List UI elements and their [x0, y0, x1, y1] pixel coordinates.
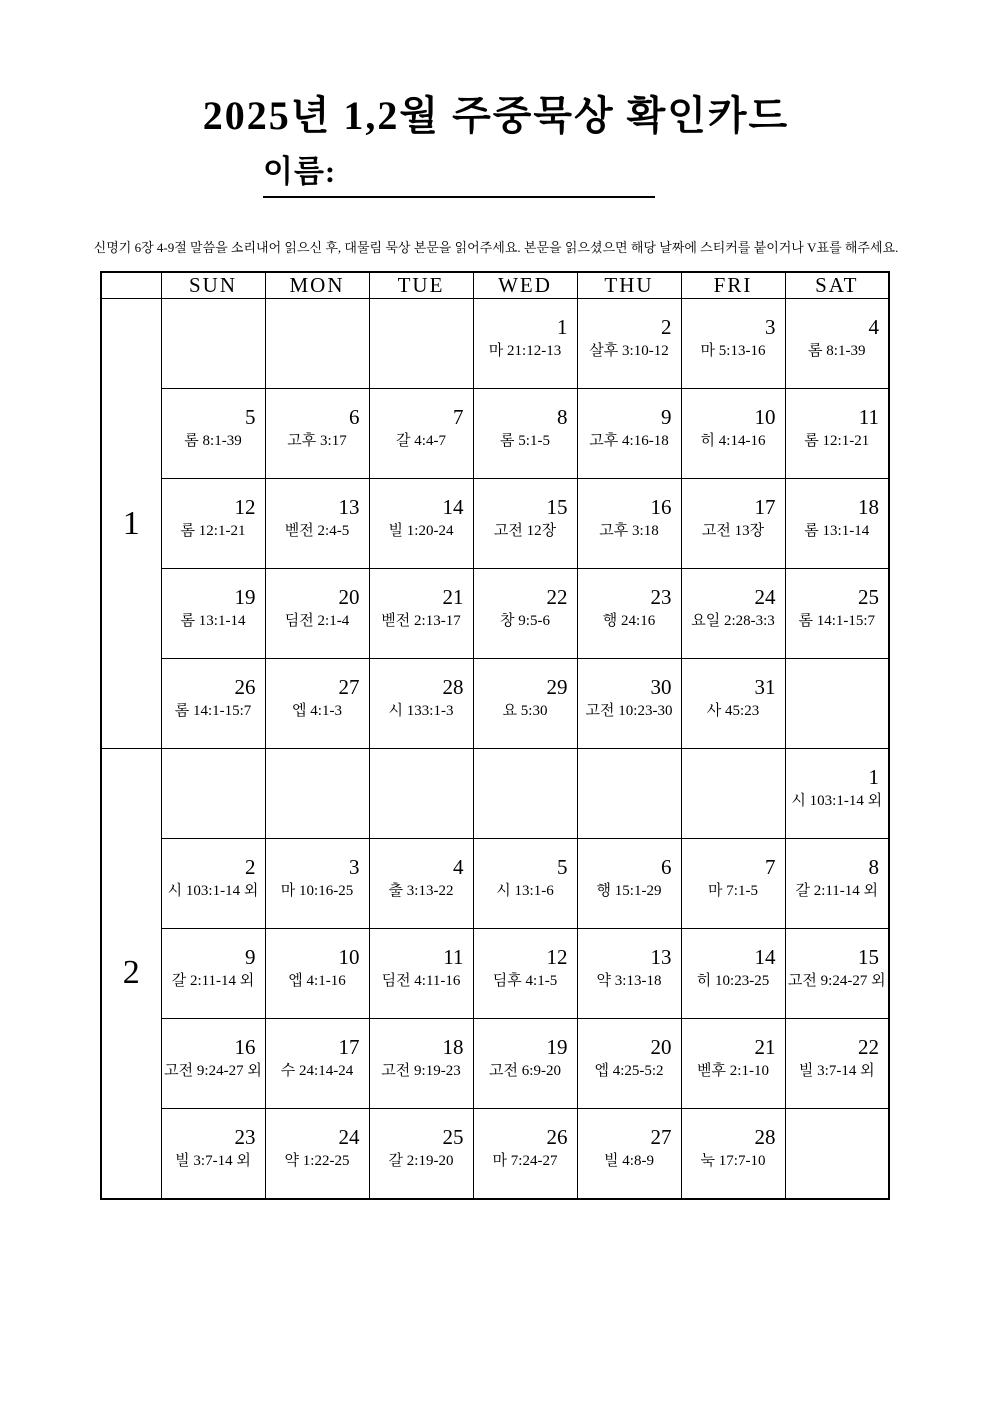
verse-text: 행 15:1-29 — [596, 883, 662, 899]
verse-text: 고전 9:19-23 — [381, 1063, 461, 1079]
cell-month2-day20 — [577, 1019, 681, 1109]
verse-text: 벧전 2:4-5 — [284, 523, 350, 539]
cell-month1-day25 — [785, 569, 889, 659]
day-number: 14 — [442, 495, 464, 519]
empty-cell — [265, 299, 369, 389]
day-number: 30 — [650, 675, 672, 699]
verse-text: 롬 12:1-21 — [804, 433, 870, 449]
cell-month1-day3 — [681, 299, 785, 389]
cell-month1-day29 — [473, 659, 577, 749]
day-number: 15 — [858, 945, 879, 969]
verse-text: 빌 3:7-14 외 — [798, 1063, 875, 1079]
cell-month2-day12 — [473, 929, 577, 1019]
verse-text: 마 5:13-16 — [700, 343, 766, 359]
day-number: 26 — [546, 1125, 568, 1149]
cell-month1-day20 — [265, 569, 369, 659]
verse-text: 고후 3:17 — [287, 433, 347, 449]
calendar-week-row — [101, 1109, 889, 1199]
empty-cell — [369, 749, 473, 839]
cell-month1-day4 — [785, 299, 889, 389]
verse-text: 갈 2:11-14 외 — [795, 883, 879, 899]
calendar-week-row — [101, 749, 889, 839]
cell-month2-day17 — [265, 1019, 369, 1109]
day-number: 24 — [338, 1125, 360, 1149]
cell-month2-day8 — [785, 839, 889, 929]
day-number: 18 — [442, 1035, 464, 1059]
calendar-week-row — [101, 299, 889, 389]
cell-month2-day21 — [681, 1019, 785, 1109]
verse-text: 수 24:14-24 — [280, 1063, 354, 1079]
day-number: 22 — [858, 1035, 879, 1059]
cell-month2-day24 — [265, 1109, 369, 1199]
day-header-mon: MON — [265, 272, 369, 299]
day-number: 23 — [650, 585, 672, 609]
verse-text: 엡 4:1-16 — [288, 973, 346, 989]
day-header-thu: THU — [577, 272, 681, 299]
day-number: 4 — [868, 315, 879, 339]
name-label: 이름: — [263, 154, 337, 189]
empty-cell — [577, 749, 681, 839]
cell-month1-day14 — [369, 479, 473, 569]
verse-text: 눅 17:7-10 — [700, 1153, 766, 1169]
verse-text: 딤후 4:1-5 — [492, 973, 558, 989]
day-header-fri: FRI — [681, 272, 785, 299]
day-number: 22 — [546, 585, 568, 609]
verse-text: 마 7:1-5 — [708, 883, 758, 899]
verse-text: 살후 3:10-12 — [589, 343, 669, 359]
verse-text: 고전 6:9-20 — [489, 1063, 561, 1079]
day-number: 11 — [858, 405, 879, 429]
day-number: 14 — [754, 945, 776, 969]
cell-month1-day10 — [681, 389, 785, 479]
cell-month2-day25 — [369, 1109, 473, 1199]
calendar-body — [101, 299, 889, 1199]
cell-month1-day8 — [473, 389, 577, 479]
empty-cell — [161, 749, 265, 839]
cell-month2-day19 — [473, 1019, 577, 1109]
day-number: 7 — [765, 855, 776, 879]
cell-month1-day17 — [681, 479, 785, 569]
cell-month2-day10 — [265, 929, 369, 1019]
verse-text: 요 5:30 — [502, 703, 548, 719]
verse-text: 시 103:1-14 외 — [167, 883, 259, 899]
cell-month2-day14 — [681, 929, 785, 1019]
verse-text: 고전 12장 — [493, 523, 557, 539]
day-number: 6 — [661, 855, 672, 879]
day-number: 23 — [234, 1125, 256, 1149]
day-number: 18 — [858, 495, 879, 519]
verse-text: 창 9:5-6 — [500, 613, 550, 629]
day-number: 8 — [868, 855, 879, 879]
day-number: 21 — [754, 1035, 776, 1059]
verse-text: 시 103:1-14 외 — [791, 793, 883, 809]
cell-month1-day30 — [577, 659, 681, 749]
day-number: 9 — [661, 405, 672, 429]
day-number: 17 — [754, 495, 776, 519]
day-number: 16 — [650, 495, 672, 519]
verse-text: 벧전 2:13-17 — [381, 613, 461, 629]
month-column-header — [101, 272, 161, 299]
cell-month2-day1 — [785, 749, 889, 839]
cell-month2-day5 — [473, 839, 577, 929]
day-number: 3 — [765, 315, 776, 339]
cell-month2-day27 — [577, 1109, 681, 1199]
verse-text: 롬 13:1-14 — [804, 523, 870, 539]
verse-text: 출 3:13-22 — [388, 883, 454, 899]
instructions-text: 신명기 6장 4-9절 말씀을 소리내어 읽으신 후, 대물림 묵상 본문을 읽어주세요. 본문을 읽으셨으면 해당 날짜에 스티커를 붙이거나 V표를 해주세요. — [93, 240, 899, 255]
verse-text: 갈 2:19-20 — [388, 1153, 454, 1169]
verse-text: 갈 2:11-14 외 — [171, 973, 255, 989]
day-number: 21 — [442, 585, 464, 609]
empty-cell — [161, 299, 265, 389]
day-number: 5 — [557, 855, 568, 879]
name-field-row — [263, 146, 655, 198]
cell-month1-day23 — [577, 569, 681, 659]
day-number: 24 — [754, 585, 776, 609]
cell-month1-day27 — [265, 659, 369, 749]
day-number: 28 — [754, 1125, 776, 1149]
cell-month1-day31 — [681, 659, 785, 749]
day-number: 12 — [546, 945, 568, 969]
calendar-week-row — [101, 929, 889, 1019]
empty-cell — [785, 659, 889, 749]
verse-text: 빌 4:8-9 — [604, 1153, 654, 1169]
day-number: 19 — [546, 1035, 568, 1059]
day-number: 25 — [442, 1125, 464, 1149]
verse-text: 마 7:24-27 — [492, 1153, 558, 1169]
cell-month2-day3 — [265, 839, 369, 929]
cell-month1-day28 — [369, 659, 473, 749]
cell-month1-day1 — [473, 299, 577, 389]
verse-text: 고전 10:23-30 — [585, 703, 673, 719]
verse-text: 약 1:22-25 — [284, 1153, 350, 1169]
verse-text: 롬 5:1-5 — [500, 433, 550, 449]
verse-text: 롬 12:1-21 — [180, 523, 246, 539]
day-number: 20 — [338, 585, 360, 609]
verse-text: 고후 4:16-18 — [589, 433, 669, 449]
verse-text: 롬 14:1-15:7 — [798, 613, 876, 629]
cell-month2-day11 — [369, 929, 473, 1019]
day-number: 11 — [443, 945, 464, 969]
cell-month1-day19 — [161, 569, 265, 659]
cell-month1-day9 — [577, 389, 681, 479]
verse-text: 고전 9:24-27 외 — [164, 1063, 262, 1079]
empty-cell — [681, 749, 785, 839]
month-label-2: 2 — [101, 749, 161, 1199]
cell-month2-day26 — [473, 1109, 577, 1199]
cell-month1-day2 — [577, 299, 681, 389]
calendar-week-row — [101, 389, 889, 479]
day-number: 1 — [868, 765, 879, 789]
verse-text: 갈 4:4-7 — [396, 433, 446, 449]
day-number: 29 — [546, 675, 568, 699]
day-number: 8 — [557, 405, 568, 429]
day-number: 2 — [661, 315, 672, 339]
day-number: 25 — [858, 585, 879, 609]
day-number: 6 — [349, 405, 360, 429]
day-number: 20 — [650, 1035, 672, 1059]
verse-text: 고후 3:18 — [599, 523, 659, 539]
calendar-week-row — [101, 569, 889, 659]
day-number: 13 — [650, 945, 672, 969]
verse-text: 히 10:23-25 — [696, 973, 770, 989]
cell-month1-day21 — [369, 569, 473, 659]
day-number: 27 — [338, 675, 360, 699]
day-number: 27 — [650, 1125, 672, 1149]
cell-month1-day11 — [785, 389, 889, 479]
verse-text: 히 4:14-16 — [700, 433, 766, 449]
cell-month2-day7 — [681, 839, 785, 929]
verse-text: 고전 13장 — [701, 523, 765, 539]
cell-month1-day15 — [473, 479, 577, 569]
day-header-sat: SAT — [785, 272, 889, 299]
day-header-wed: WED — [473, 272, 577, 299]
meditation-calendar-table — [100, 271, 890, 1200]
cell-month1-day6 — [265, 389, 369, 479]
day-number: 16 — [234, 1035, 256, 1059]
day-number: 19 — [234, 585, 256, 609]
empty-cell — [369, 299, 473, 389]
verse-text: 딤전 4:11-16 — [381, 973, 461, 989]
calendar-week-row — [101, 1019, 889, 1109]
cell-month2-day4 — [369, 839, 473, 929]
empty-cell — [785, 1109, 889, 1199]
verse-text: 딤전 2:1-4 — [284, 613, 350, 629]
cell-month1-day22 — [473, 569, 577, 659]
day-number: 10 — [338, 945, 360, 969]
verse-text: 행 24:16 — [602, 613, 656, 629]
page-title: 2025년 1,2월 주중묵상 확인카드 — [202, 93, 790, 138]
day-header-tue: TUE — [369, 272, 473, 299]
cell-month1-day24 — [681, 569, 785, 659]
day-number: 15 — [546, 495, 568, 519]
verse-text: 빌 3:7-14 외 — [175, 1153, 251, 1169]
cell-month1-day5 — [161, 389, 265, 479]
day-number: 31 — [754, 675, 776, 699]
verse-text: 롬 13:1-14 — [180, 613, 246, 629]
cell-month1-day16 — [577, 479, 681, 569]
verse-text: 마 21:12-13 — [488, 343, 562, 359]
day-number: 1 — [557, 315, 568, 339]
cell-month2-day13 — [577, 929, 681, 1019]
cell-month2-day2 — [161, 839, 265, 929]
day-number: 12 — [234, 495, 256, 519]
cell-month2-day15 — [785, 929, 889, 1019]
cell-month2-day22 — [785, 1019, 889, 1109]
day-number: 5 — [245, 405, 256, 429]
empty-cell — [473, 749, 577, 839]
verse-text: 벧후 2:1-10 — [697, 1063, 769, 1079]
day-number: 26 — [234, 675, 256, 699]
verse-text: 롬 8:1-39 — [184, 433, 242, 449]
verse-text: 요일 2:28-3:3 — [691, 613, 775, 629]
cell-month2-day23 — [161, 1109, 265, 1199]
day-number: 7 — [453, 405, 464, 429]
verse-text: 롬 8:1-39 — [808, 343, 866, 359]
day-number: 28 — [442, 675, 464, 699]
cell-month1-day12 — [161, 479, 265, 569]
verse-text: 약 3:13-18 — [596, 973, 662, 989]
day-header-row — [101, 272, 889, 299]
cell-month2-day16 — [161, 1019, 265, 1109]
cell-month1-day18 — [785, 479, 889, 569]
day-number: 3 — [349, 855, 360, 879]
cell-month1-day7 — [369, 389, 473, 479]
cell-month1-day13 — [265, 479, 369, 569]
cell-month1-day26 — [161, 659, 265, 749]
cell-month2-day9 — [161, 929, 265, 1019]
cell-month2-day18 — [369, 1019, 473, 1109]
calendar-week-row — [101, 479, 889, 569]
calendar-week-row — [101, 659, 889, 749]
day-number: 17 — [338, 1035, 360, 1059]
verse-text: 마 10:16-25 — [280, 883, 354, 899]
calendar-week-row — [101, 839, 889, 929]
verse-text: 고전 9:24-27 외 — [787, 973, 886, 989]
verse-text: 사 45:23 — [706, 703, 760, 719]
day-header-sun: SUN — [161, 272, 265, 299]
verse-text: 엡 4:25-5:2 — [594, 1063, 664, 1079]
day-number: 9 — [245, 945, 256, 969]
day-number: 13 — [338, 495, 360, 519]
cell-month2-day6 — [577, 839, 681, 929]
verse-text: 엡 4:1-3 — [292, 703, 342, 719]
verse-text: 롬 14:1-15:7 — [174, 703, 252, 719]
verse-text: 빌 1:20-24 — [388, 523, 454, 539]
day-number: 4 — [453, 855, 464, 879]
cell-month2-day28 — [681, 1109, 785, 1199]
verse-text: 시 133:1-3 — [388, 703, 454, 719]
empty-cell — [265, 749, 369, 839]
month-label-1: 1 — [101, 299, 161, 749]
verse-text: 시 13:1-6 — [496, 883, 554, 899]
day-number: 2 — [245, 855, 256, 879]
day-number: 10 — [754, 405, 776, 429]
